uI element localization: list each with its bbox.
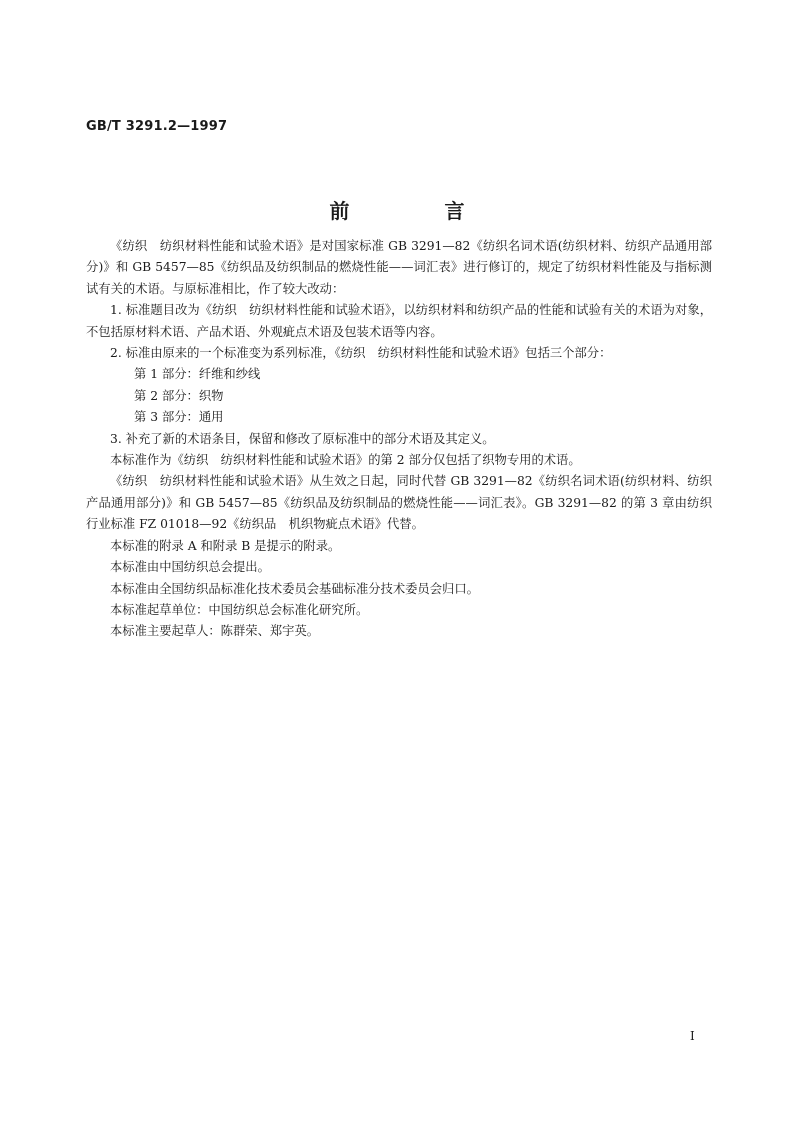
sub-item-part-2: 第 2 部分：织物 (134, 388, 224, 403)
standard-code: GB/T 3291.2—1997 (86, 119, 228, 134)
paragraph-annex: 本标准的附录 A 和附录 B 是提示的附录。 (110, 538, 341, 553)
paragraph-proposer: 本标准由中国纺织总会提出。 (110, 560, 270, 575)
page-number: I (690, 1029, 695, 1043)
paragraph-intro: 《纺织 纺织材料性能和试验术语》是对国家标准 GB 3291—82《纺织名词术语(纺织材料、纺织产品通用部分)》和 GB 5457—85《纺织品及纺织制品的燃烧性能——词汇表》进行修订的，规定了纺织材料性能及与指标测试有关的术语。与原标准相比，作了较大改动： (86, 239, 712, 296)
paragraph-drafters: 本标准主要起草人：陈群荣、郑宇英。 (110, 624, 320, 639)
paragraph-replacement: 《纺织 纺织材料性能和试验术语》从生效之日起，同时代替 GB 3291—82《纺织名词术语(纺织材料、纺织产品通用部分)》和 GB 5457—85《纺织品及纺织制品的燃烧性能——词汇表》。GB 3291—82 的第 3 章由纺织行业标准 FZ 01018—92《纺织品 机织物疵点术语》代替。 (86, 474, 712, 532)
paragraph-committee: 本标准由全国纺织品标准化技术委员会基础标准分技术委员会归口。 (110, 581, 479, 596)
sub-item-part-3: 第 3 部分：通用 (134, 410, 224, 425)
foreword-body (86, 236, 712, 643)
list-item-3: 3. 补充了新的术语条目，保留和修改了原标准中的部分术语及其定义。 (110, 431, 495, 446)
list-item-2: 2. 标准由原来的一个标准变为系列标准，《纺织 纺织材料性能和试验术语》包括三个部分： (110, 346, 612, 361)
paragraph-drafting-unit: 本标准起草单位：中国纺织总会标准化研究所。 (110, 602, 369, 617)
paragraph-scope: 本标准作为《纺织 纺织材料性能和试验术语》的第 2 部分仅包括了织物专用的术语。 (110, 453, 581, 468)
page-title: 前 言 (329, 199, 509, 223)
sub-item-part-1: 第 1 部分：纤维和纱线 (134, 367, 261, 382)
list-item-1: 1. 标准题目改为《纺织 纺织材料性能和试验术语》，以纺织材料和纺织产品的性能和试验有关的术语为对象，不包括原材料术语、产品术语、外观疵点术语及包装术语等内容。 (86, 303, 712, 339)
